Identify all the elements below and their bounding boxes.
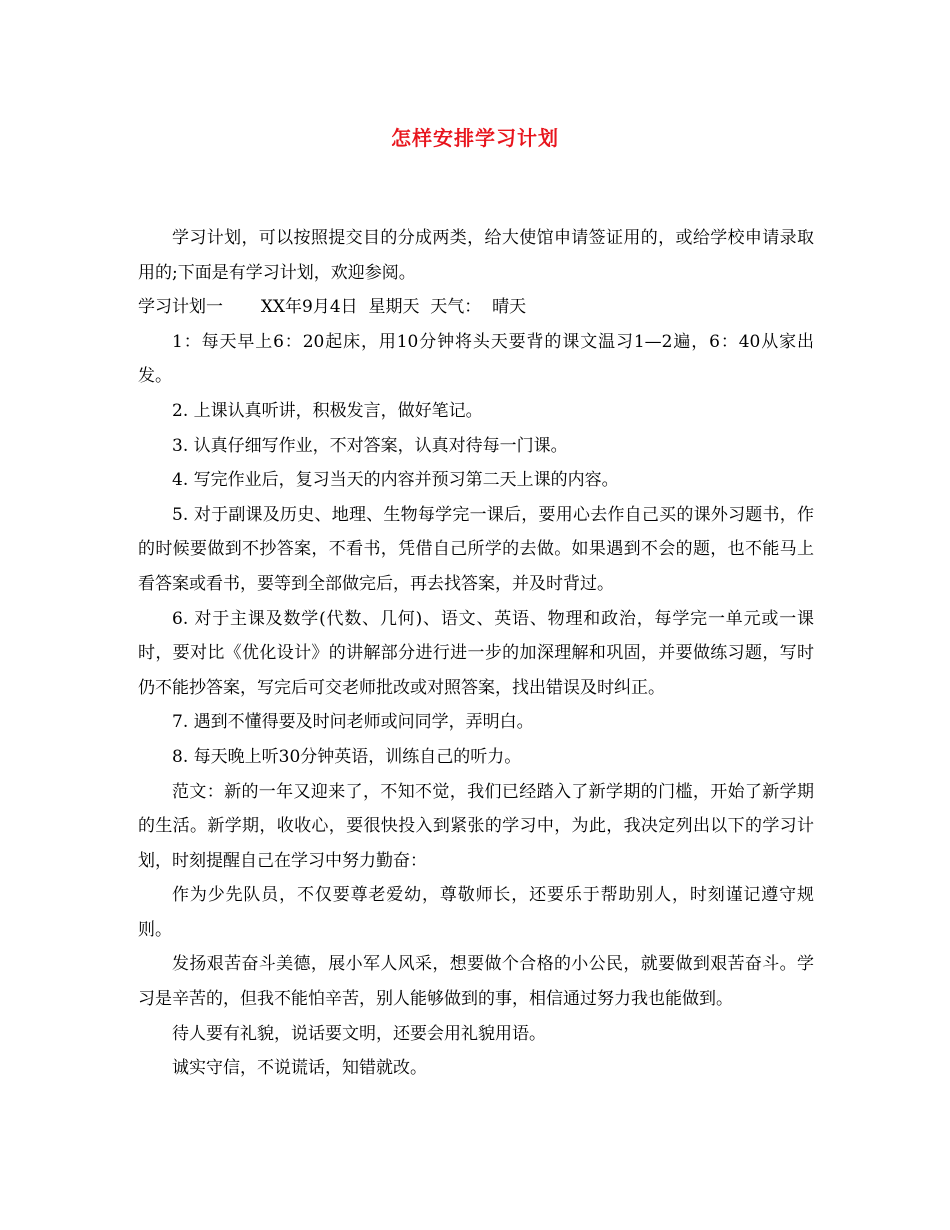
document-body xyxy=(138,221,814,1086)
plan-item-7: 7. 遇到不懂得要及时问老师或问同学，弄明白。 xyxy=(172,712,534,733)
sample-paragraph-5: 诚实守信，不说谎话，知错就改。 xyxy=(172,1058,427,1079)
weather-label: 天气： xyxy=(430,297,482,318)
plan-item-5: 5. 对于副课及历史、地理、生物每学完一课后，要用心去作自己买的课外习题书，作的时候要做到不抄答案，不看书，凭借自己所学的去做。如果遇到不会的题，也不能马上看答案或看书，要等到全部做完后，再去找答案，并及时背过。 xyxy=(138,504,814,594)
intro-paragraph: 学习计划，可以按照提交目的分成两类，给大使馆申请签证用的，或给学校申请录取用的;下面是有学习计划，欢迎参阅。 xyxy=(138,228,814,283)
sample-paragraph-1: 范文：新的一年又迎来了，不知不觉，我们已经踏入了新学期的门槛，开始了新学期的生活。新学期，收收心，要很快投入到紧张的学习中，为此，我决定列出以下的学习计划，时刻提醒自己在学习中努力勤奋： xyxy=(138,781,814,871)
document-title: 怎样安排学习计划 xyxy=(391,126,559,150)
plan-weekday: 星期天 xyxy=(368,297,420,318)
weather-value: 晴天 xyxy=(492,297,527,318)
plan-item-1: 1：每天早上6：20起床，用10分钟将头天要背的课文温习1—2遍，6：40从家出发。 xyxy=(138,331,814,387)
plan-heading xyxy=(138,290,814,325)
plan-item-4: 4. 写完作业后，复习当天的内容并预习第二天上课的内容。 xyxy=(172,470,619,491)
plan-item-6: 6. 对于主课及数学(代数、几何)、语文、英语、物理和政治，每学完一单元或一课时，要对比《优化设计》的讲解部分进行进一步的加深理解和巩固，并要做练习题，写时仍不能抄答案，写完后可交老师批改或对照答案，找出错误及时纠正。 xyxy=(138,608,814,698)
plan-item-8: 8. 每天晚上听30分钟英语，训练自己的听力。 xyxy=(172,746,522,767)
plan-name: 学习计划一 xyxy=(138,297,223,318)
sample-paragraph-4: 待人要有礼貌，说话要文明，还要会用礼貌用语。 xyxy=(172,1023,546,1044)
plan-date: XX年9月4日 xyxy=(260,297,358,318)
plan-item-2: 2. 上课认真听讲，积极发言，做好笔记。 xyxy=(172,400,483,421)
plan-item-3: 3. 认真仔细写作业，不对答案，认真对待每一门课。 xyxy=(172,435,568,456)
sample-paragraph-3: 发扬艰苦奋斗美德，展小军人风采，想要做个合格的小公民，就要做到艰苦奋斗。学习是辛苦的，但我不能怕辛苦，别人能够做到的事，相信通过努力我也能做到。 xyxy=(138,954,814,1010)
sample-paragraph-2: 作为少先队员，不仅要尊老爱幼，尊敬师长，还要乐于帮助别人，时刻谨记遵守规则。 xyxy=(138,885,814,940)
